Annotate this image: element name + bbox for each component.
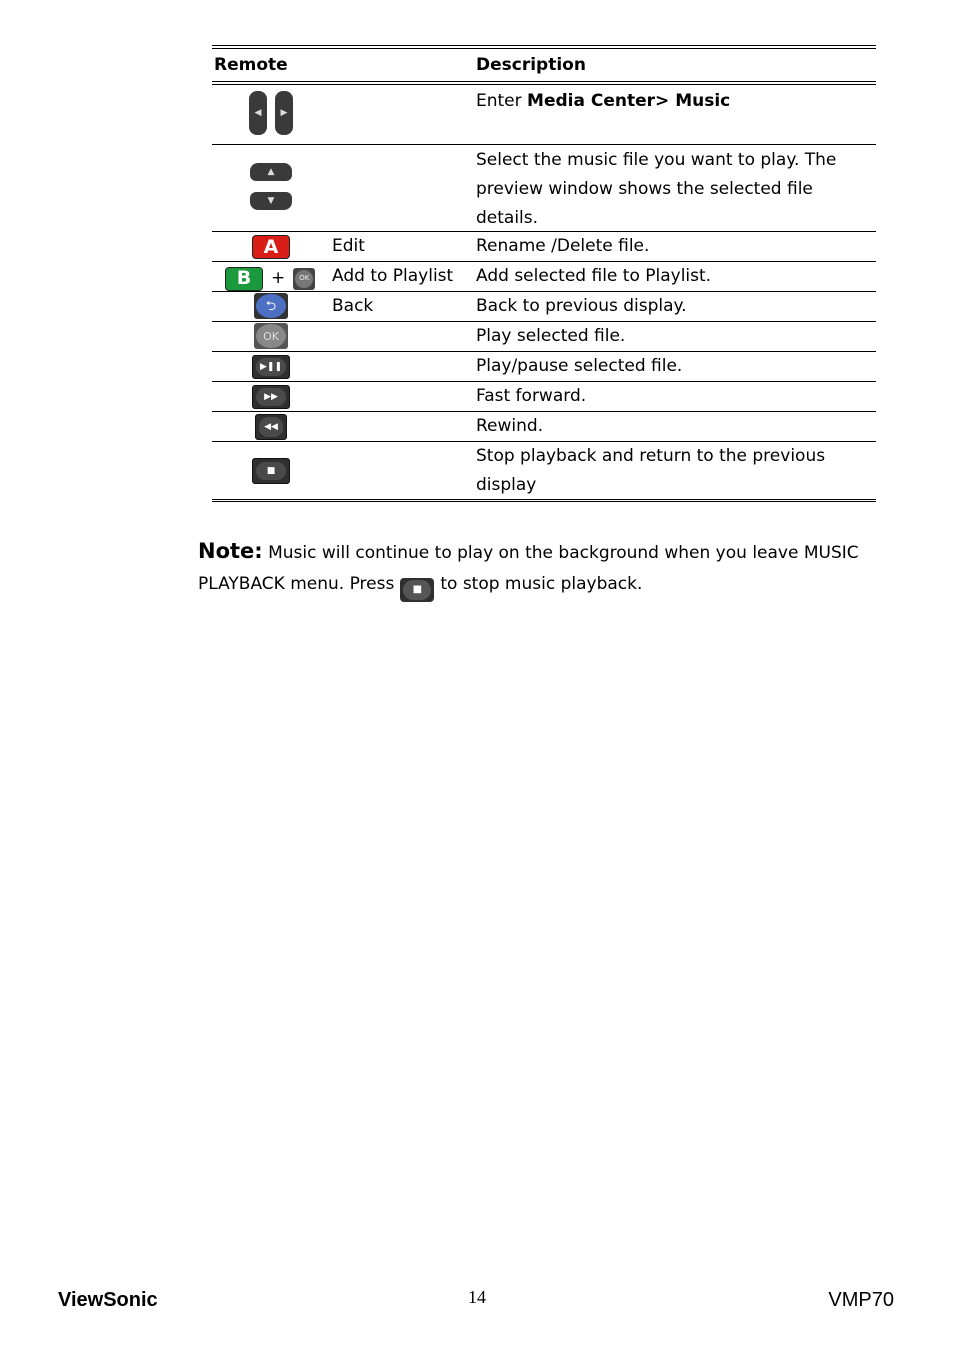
- row-description-bold: Media Center> Music: [527, 91, 731, 111]
- row-description: Stop playback and return to the previous display: [476, 446, 826, 495]
- stop-icon: ■: [212, 458, 330, 484]
- table-row: [212, 322, 876, 352]
- back-icon: ⮌: [212, 293, 330, 319]
- rewind-icon: ◀◀: [212, 414, 330, 440]
- ok-button-icon: OK: [293, 268, 315, 290]
- table-header-row: [212, 49, 876, 82]
- table-row: [212, 85, 876, 145]
- left-right-arrow-icon: ◀ ▶: [212, 89, 330, 137]
- green-b-plus-ok-icon: B + OK: [225, 264, 315, 293]
- row-function: Edit: [332, 236, 365, 256]
- table-row: [212, 145, 876, 232]
- table-row: [212, 412, 876, 442]
- up-down-arrow-icon: ▲ ▼: [212, 163, 330, 210]
- red-a-button-icon: A: [212, 235, 330, 259]
- table-row: [212, 262, 876, 292]
- page-number: 14: [468, 1287, 486, 1307]
- row-description: Enter: [476, 91, 528, 111]
- table-row: [212, 292, 876, 322]
- header-remote: Remote: [214, 55, 288, 75]
- note-paragraph: [198, 536, 888, 602]
- row-description: Select the music file you want to play. The preview window shows the selected file details.: [476, 150, 837, 228]
- row-description: Add selected file to Playlist.: [476, 266, 712, 286]
- table-row: [212, 232, 876, 262]
- table-row: [212, 382, 876, 412]
- row-function: Add to Playlist: [332, 266, 454, 286]
- remote-function-table: [212, 45, 876, 500]
- row-description: Back to previous display.: [476, 296, 687, 316]
- table-row: [212, 442, 876, 500]
- row-description: Play selected file.: [476, 326, 626, 346]
- note-label: Note:: [198, 539, 263, 563]
- footer-brand: ViewSonic: [58, 1289, 158, 1311]
- footer-model: VMP70: [828, 1289, 894, 1311]
- row-description: Fast forward.: [476, 386, 587, 406]
- fast-forward-icon: ▶▶: [212, 385, 330, 409]
- row-description: Rename /Delete file.: [476, 236, 650, 256]
- play-pause-icon: ▶❚❚: [212, 355, 330, 379]
- plus-sign: +: [271, 268, 286, 288]
- note-text-end: to stop music playback.: [440, 574, 643, 594]
- ok-button-icon: OK: [212, 323, 330, 349]
- table-row: [212, 352, 876, 382]
- row-description: Rewind.: [476, 416, 544, 436]
- note-text: Music will continue to play on the background when you leave MUSIC PLAYBACK menu. Press: [198, 543, 859, 594]
- header-description: Description: [476, 55, 586, 75]
- row-description: Play/pause selected file.: [476, 356, 683, 376]
- stop-icon: ■: [400, 578, 434, 602]
- row-function: Back: [332, 296, 374, 316]
